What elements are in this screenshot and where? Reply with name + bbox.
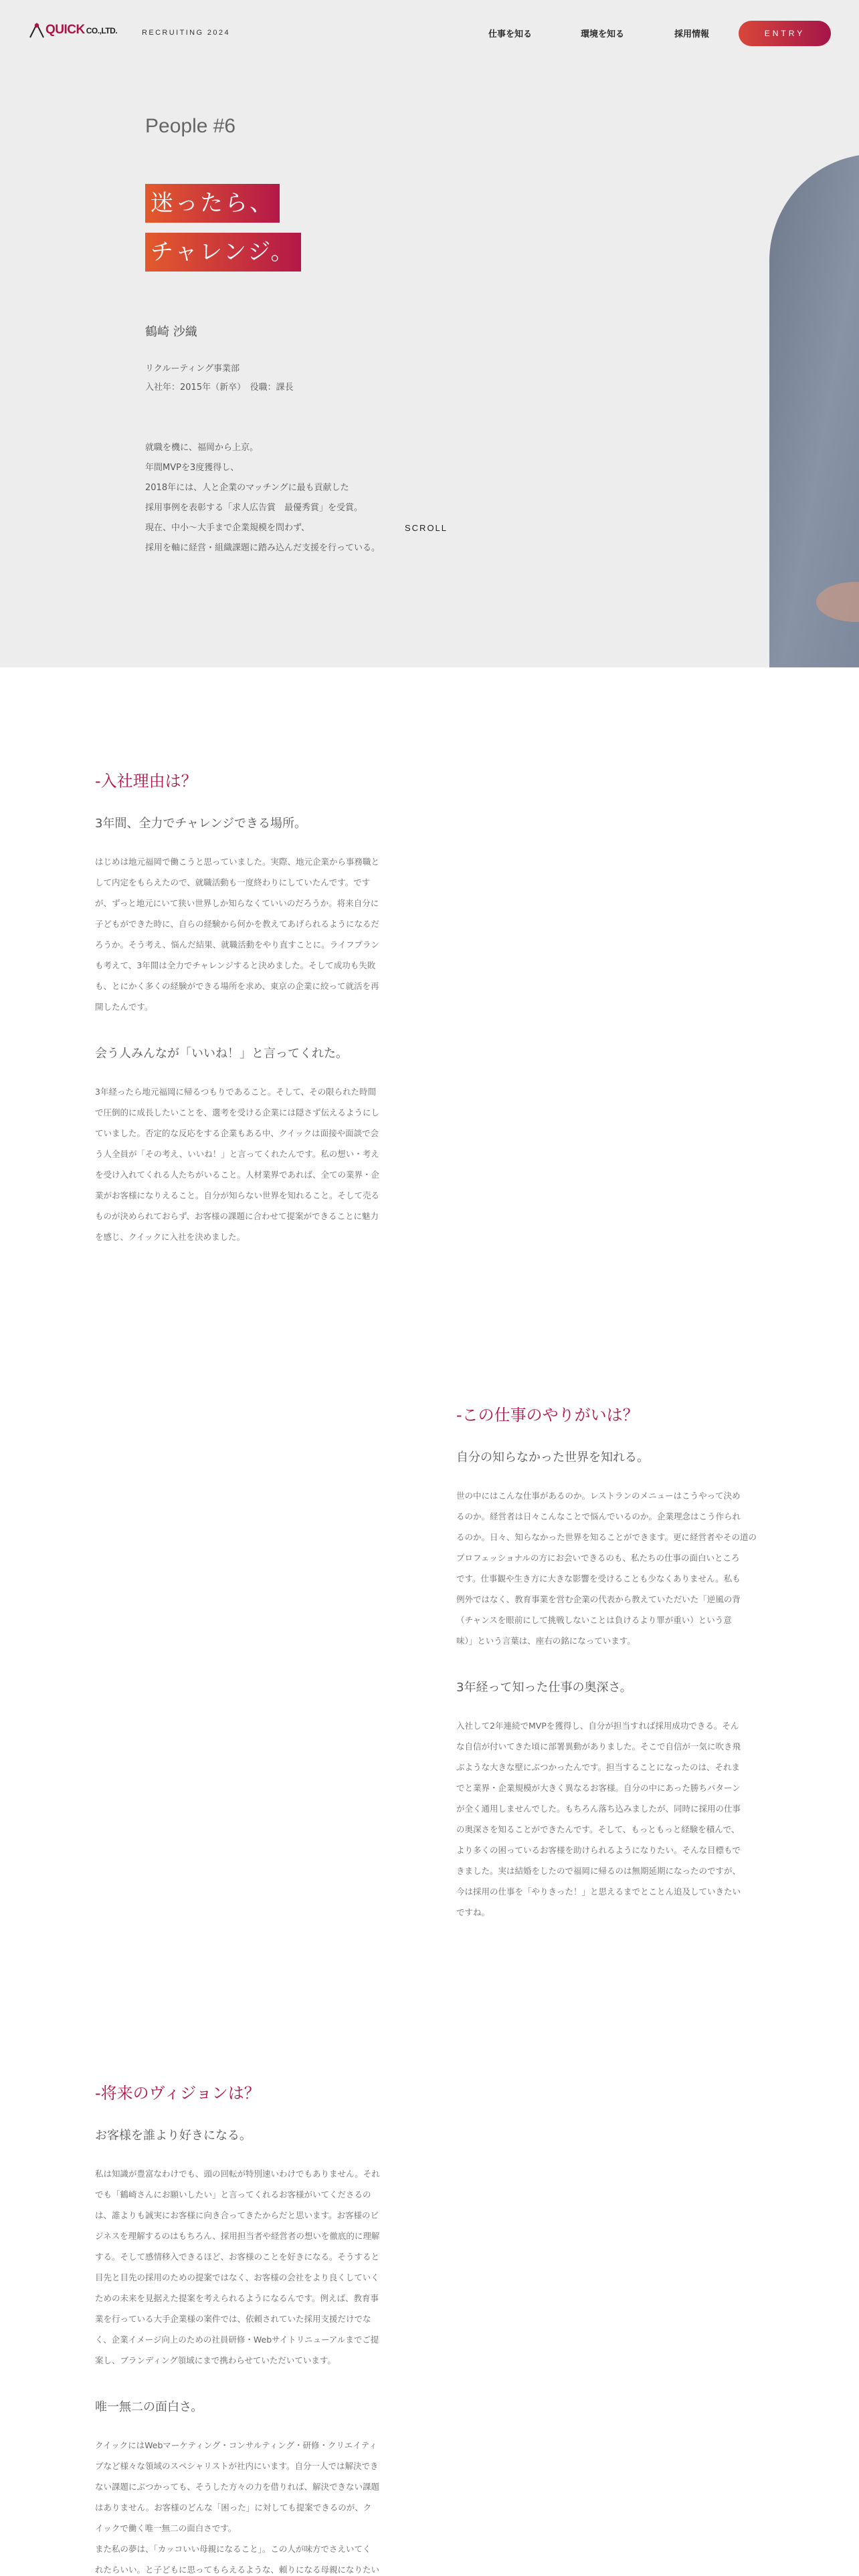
text-line: う人全員が「その考え、いいね！」と言ってくれたんです。私の想い・考え: [95, 1149, 379, 1159]
bio: [145, 438, 426, 558]
text-line: れたらいい。と子どもに思ってもらえるような、頼りになる母親になりたい: [95, 2565, 380, 2575]
text-line: で圧倒的に成長したいことを、選考を受ける企業には隠さず伝えるようにし: [95, 1107, 380, 1117]
text-line: はありません。お客様のどんな「困った」に対しても提案できるのが、ク: [95, 2502, 372, 2512]
text-line: 子どもができた時に、自らの経験から何かを教えてあげられるようになるだ: [95, 919, 380, 929]
scroll-indicator[interactable]: SCROLL: [405, 523, 448, 533]
bio-line: 2018年には、人と企業のマッチングに最も貢献した: [145, 483, 349, 493]
text-line: ていました。否定的な反応をする企業もある中、クイックは面接や面談で会: [95, 1128, 379, 1138]
section-paragraph: [456, 1715, 764, 1923]
text-line: ブなど様々な領域のスペシャリストが社内にいます。自分一人では解決でき: [95, 2461, 379, 2471]
section-subtitle: お客様を誰より好きになる。: [95, 2129, 252, 2143]
bio-line: 現在、中小〜大手まで企業規模を問わず、: [145, 523, 310, 533]
nav-item-environment[interactable]: 環境を知る: [581, 29, 625, 39]
text-line: 業を行っている大手企業様の案件では、依頼されていた採用支援だけでな: [95, 2314, 371, 2324]
section-title: -この仕事のやりがいは？: [456, 1406, 639, 1424]
text-line: が、ずっと地元にいて狭い世界しか知らなくていいのだろうか。将来自分に: [95, 898, 379, 908]
text-line: して内定をもらえたので、就職活動も一度終わりにしていたんです。です: [95, 877, 371, 887]
text-line: 私は知識が豊富なわけでも、頭の回転が特別速いわけでもありません。それ: [95, 2169, 380, 2179]
catch-copy-line2: チャレンジ。: [145, 233, 301, 272]
section-title: -入社理由は？: [95, 772, 197, 790]
text-line: クイックにはWebマーケティング・コンサルティング・研修・クリエイティ: [95, 2440, 377, 2450]
section-subtitle: 3年経って知った仕事の奥深さ。: [456, 1681, 632, 1695]
section-title: -将来のヴィジョンは？: [95, 2084, 260, 2103]
section-paragraph: [95, 2435, 403, 2576]
text-line: ない課題にぶつかっても、そうした方々の力を借りれば、解決できない課題: [95, 2482, 380, 2492]
section-paragraph: [456, 1485, 764, 1651]
bio-line: 採用事例を表彰する「求人広告賞 最優秀賞」を受賞。: [145, 503, 363, 513]
text-line: また私の夢は、「カッコいい母親になること」。この人が味方でさえいてく: [95, 2544, 371, 2554]
text-line: を受け入れてくれる人たちがいること。人材業界であれば、全ての業界・企: [95, 1170, 380, 1180]
text-line: 案し、ブランディング領域にまで携わらせていただいています。: [95, 2355, 336, 2365]
text-line: でも「鶴崎さんにお願いしたい」と言ってくれるお客様がいてくださるの: [95, 2189, 371, 2199]
entry-button[interactable]: ENTRY: [739, 21, 831, 46]
section-subtitle: 会う人みんなが「いいね！」と言ってくれた。: [95, 1047, 348, 1061]
text-line: 世の中にはこんな仕事があるのか。レストランのメニューはこうやって決め: [456, 1491, 741, 1501]
text-line: 今は採用の仕事を「やりきった！」と思えるまでとことん追及していきたい: [456, 1887, 741, 1897]
section-vision: [95, 2080, 403, 2576]
site-header: [0, 0, 859, 67]
section-subtitle: 3年間、全力でチャレンジできる場所。: [95, 817, 307, 831]
text-line: く、企業イメージ向上のための社員研修・Webサイトリニューアルまでご提: [95, 2335, 379, 2345]
text-line: るのか。経営者は日々こんなことで悩んでいるのか。企業理念はこう作られ: [456, 1511, 741, 1521]
section-reason: [95, 768, 403, 1274]
section-subtitle: 自分の知らなかった世界を知れる。: [456, 1451, 649, 1465]
text-line: です。仕事観や生き方に大きな影響を受けることも少なくありません。私も: [456, 1574, 741, 1584]
logo-text: QUICK CO.,LTD.: [45, 23, 118, 37]
text-line: の奥深さを知ることができたんです。そして、もっともっと経験を積んで、: [456, 1824, 740, 1834]
text-line: な自信が付いてきた頃に部署異動がありました。そこで自信が一気に吹き飛: [456, 1741, 741, 1751]
text-line: （チャンスを眼前にして挑戦しないことは負けるより罪が重い）という意: [456, 1615, 732, 1625]
recruiting-label: RECRUITING 2024: [142, 29, 230, 37]
text-line: を感じ、クイックに入社を決めました。: [95, 1232, 246, 1242]
text-line: ですね。: [456, 1907, 490, 1917]
section-paragraph: [95, 1081, 403, 1247]
text-line: より多くの困っているお客様を助けられるようになりたい。そんな目標もで: [456, 1845, 741, 1855]
text-line: はじめは地元福岡で働こうと思っていました。実際、地元企業から事務職と: [95, 857, 380, 867]
department: リクルーティング事業部: [145, 364, 240, 374]
section-rewarding: [456, 1402, 764, 1949]
text-line: 3年経ったら地元福岡に帰るつもりであること。そして、その限られた時間: [95, 1087, 377, 1097]
hero-section: [0, 0, 859, 667]
section-paragraph: [95, 2163, 403, 2371]
section-paragraph: [95, 851, 403, 1017]
bio-line: 年間MVPを3度獲得し、: [145, 463, 240, 473]
nav-item-job[interactable]: 仕事を知る: [488, 29, 533, 39]
text-line: 目先と目先の採用のための提案ではなく、お客様の会社をより良くしていく: [95, 2272, 379, 2282]
text-line: ための未来を見据えた提案を考えられるようになるんです。例えば、教育事: [95, 2293, 379, 2303]
section-subtitle: 唯一無二の面白さ。: [95, 2400, 203, 2414]
text-line: も考えて、3年間は全力でチャレンジすると決めました。そして成功も失敗: [95, 960, 376, 970]
text-line: 業がお客様になりえること。自分が知らない世界を知れること。そして売る: [95, 1190, 380, 1200]
text-line: が全く通用しませんでした。もちろん落ち込みましたが、同時に採用の仕事: [456, 1804, 741, 1814]
text-line: ジネスを理解するのはもちろん、採用担当者や経営者の想いを徹底的に理解: [95, 2231, 380, 2241]
person-name: 鶴崎 沙織: [145, 325, 197, 339]
text-line: 例外ではなく、教育事業を営む企業の代表から教えていただいた「逆風の背: [456, 1594, 741, 1604]
company-logo[interactable]: [28, 21, 117, 39]
bio-line: 採用を軸に経営・組織課題に踏み込んだ支援を行っている。: [145, 543, 381, 553]
people-number: People #6: [145, 115, 236, 137]
text-line: も、とにかく多くの経験ができる場所を求め、東京の企業に絞って就活を再: [95, 981, 379, 991]
text-line: 開したんです。: [95, 1002, 153, 1012]
text-line: プロフェッショナルの方にお会いできるのも、私たちの仕事の面白いところ: [456, 1553, 740, 1563]
text-line: きました。実は結婚をしたので福岡に帰るのは無期延期になったのですが、: [456, 1866, 741, 1876]
text-line: 味）」という言葉は、座右の銘になっています。: [456, 1636, 636, 1646]
text-line: るのか。日々、知らなかった世界を知ることができます。更に経営者やその道の: [456, 1532, 757, 1542]
nav-item-recruitment[interactable]: 採用情報: [674, 29, 710, 39]
join-info: 入社年：2015年（新卒） 役職：課長: [145, 383, 294, 393]
text-line: する。そして感情移入できるほど、お客様のことを好きになる。そうすると: [95, 2252, 380, 2262]
text-line: は、誰よりも誠実にお客様に向き合ってきたからだと思います。お客様のビ: [95, 2210, 379, 2220]
catch-copy-line1: 迷ったら、: [145, 184, 280, 223]
text-line: ものが決められておらず、お客様の課題に合わせて提案ができることに魅力: [95, 1211, 379, 1221]
logo-mark-icon: [28, 21, 45, 39]
text-line: イックで働く唯一無二の面白さです。: [95, 2523, 237, 2533]
person-photo: [769, 154, 859, 667]
text-line: ろうか。そう考え、悩んだ結果、就職活動をやり直すことに。ライフプラン: [95, 940, 380, 950]
text-line: ぶような大きな壁にぶつかったんです。担当することになったのは、それま: [456, 1762, 741, 1772]
text-line: 入社して2年連続でMVPを獲得し、自分が担当すれば採用成功できる。そん: [456, 1721, 739, 1731]
text-line: でと業界・企業規模が大きく異なるお客様。自分の中にあった勝ちパターン: [456, 1783, 741, 1793]
bio-line: 就職を機に、福岡から上京。: [145, 443, 259, 453]
